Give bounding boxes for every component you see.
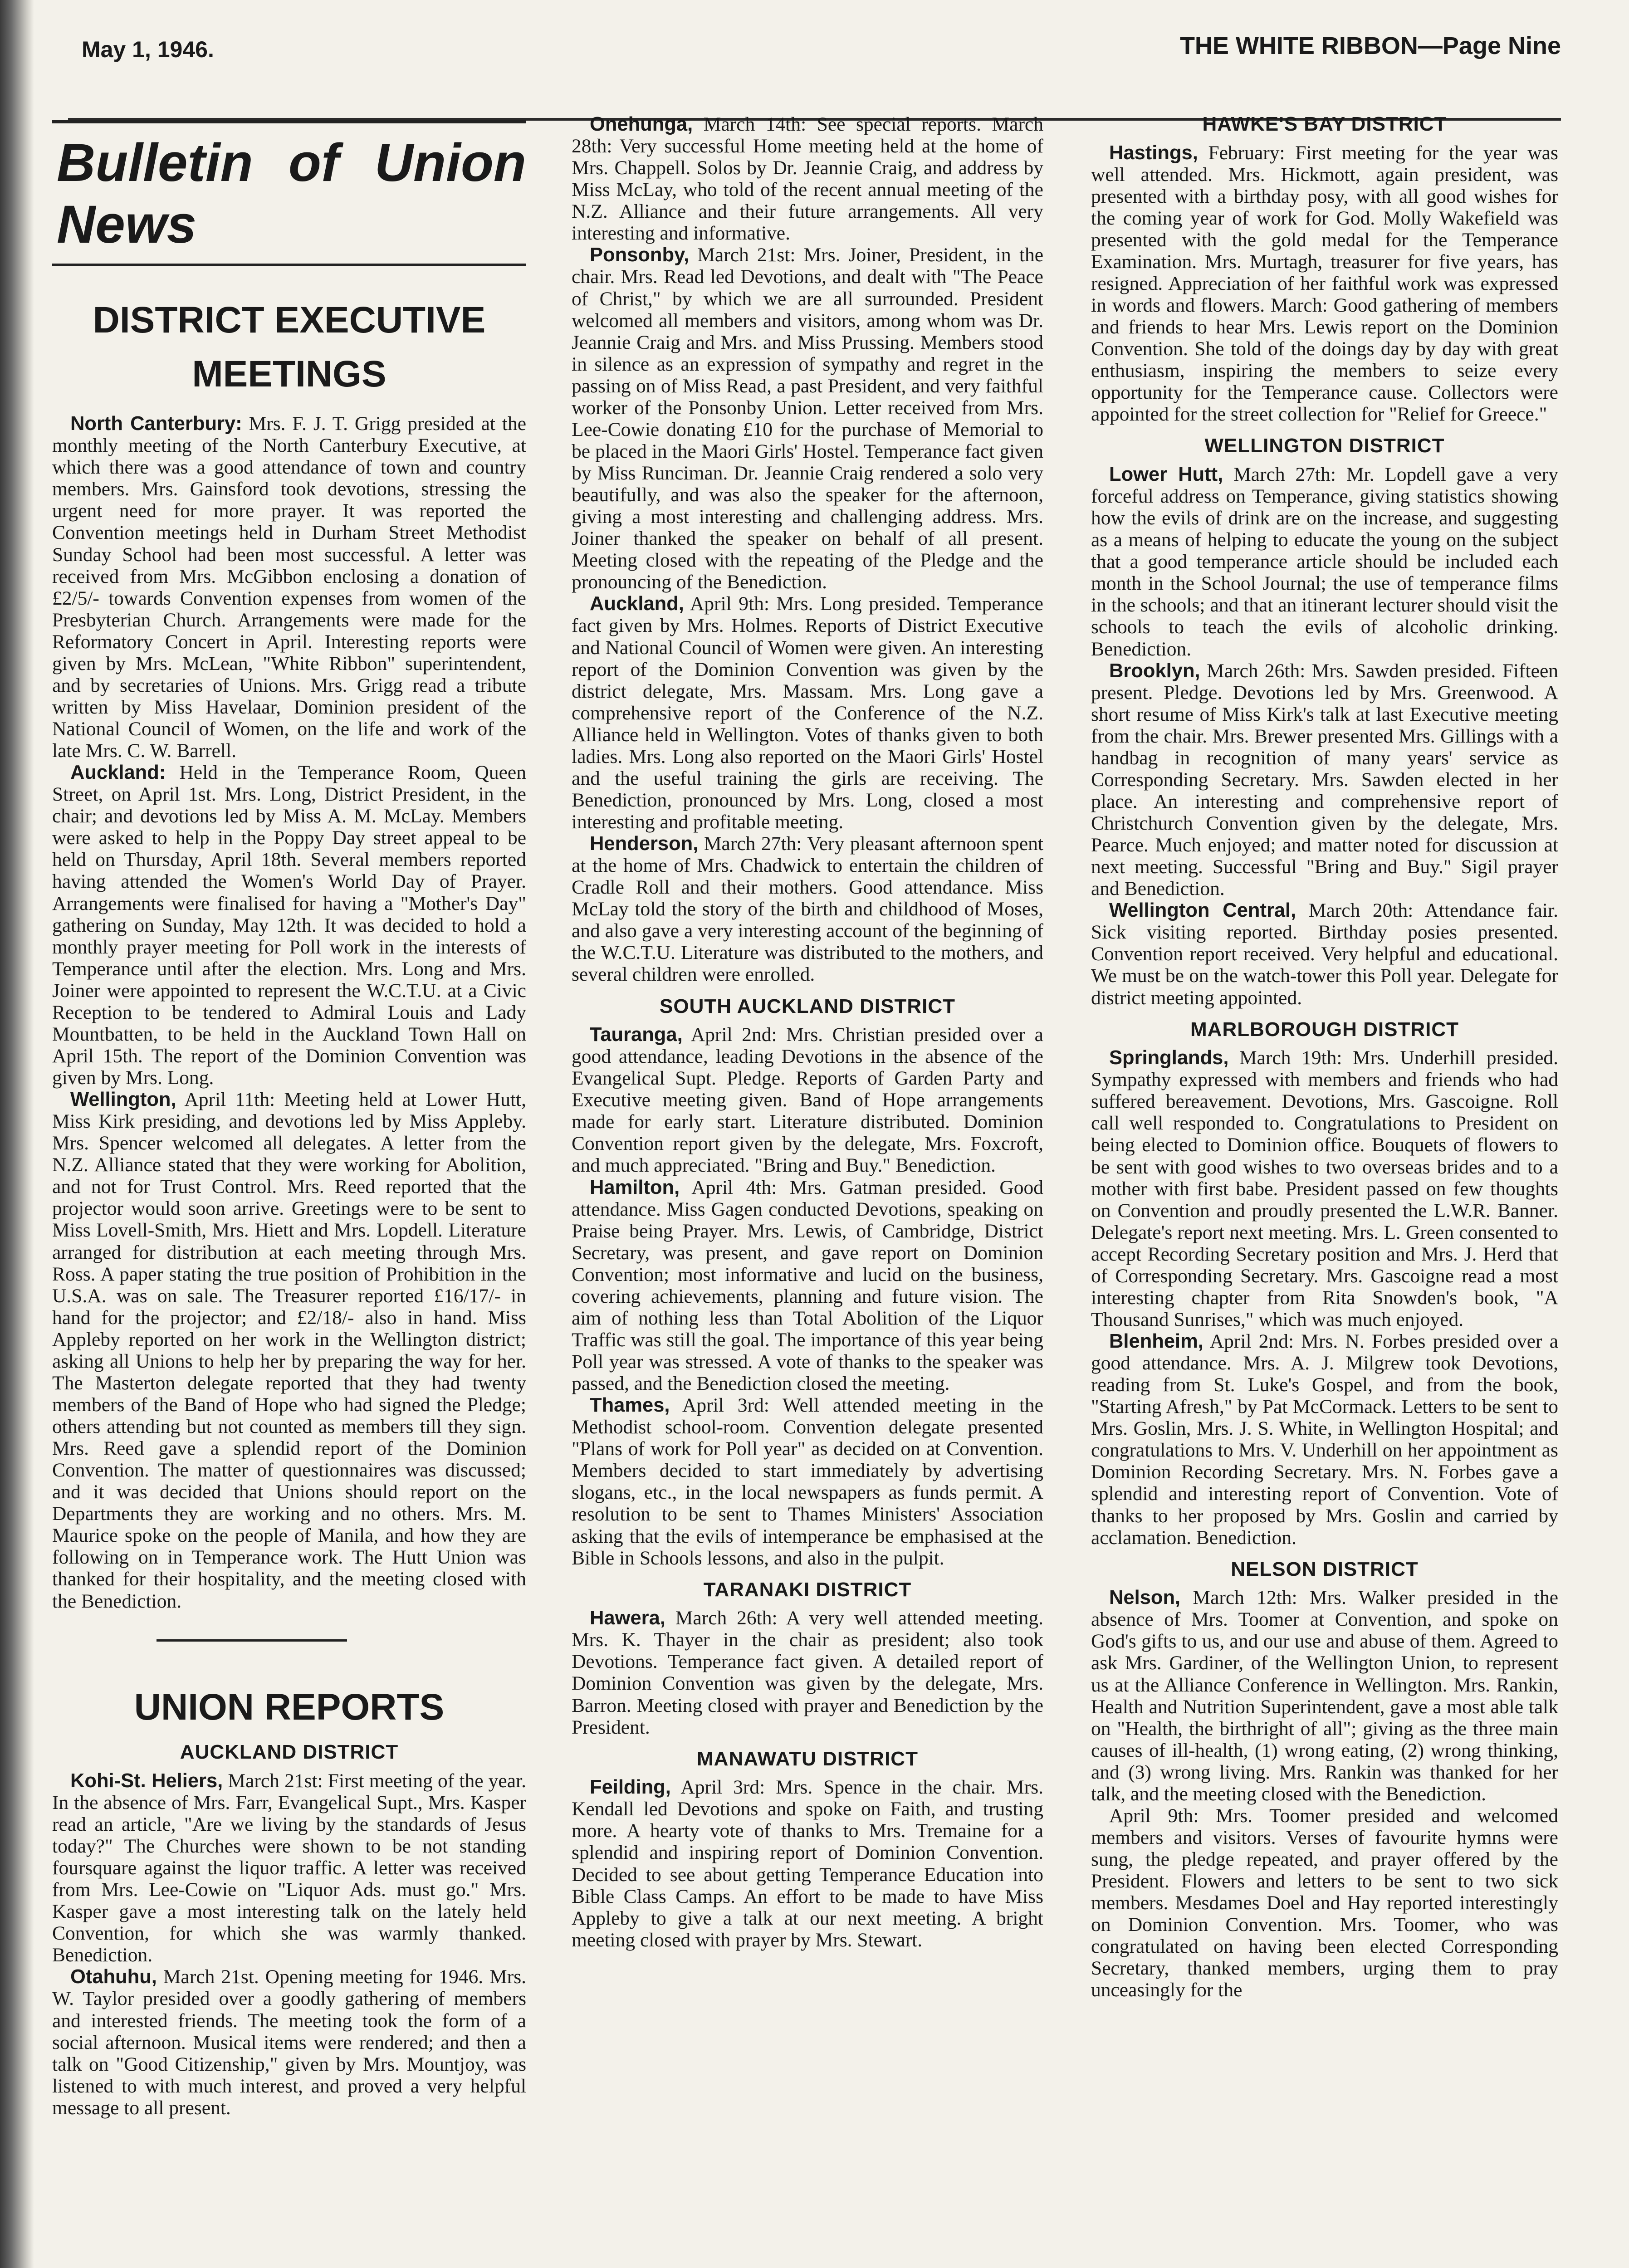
south-auckland-district-heading: SOUTH AUCKLAND DISTRICT <box>660 995 955 1017</box>
column-2 <box>572 113 1043 2268</box>
report-north-canterbury: North Canterbury: Mrs. F. J. T. Grigg presided at the monthly meeting of the North Canterbury Executive, at which there was a good attendance of town and country members. Mrs. Gainsford took devotions, stressing the urgent need for more prayer. It was reported the Convention meetings held in Durham Street Methodist Sunday School had been most successful. A letter was received from Mrs. McGibbon enclosing a donation of £2/5/- towards Convention expenses from women of the Presbyterian Church. Arrangements were made for the Reformatory Concert in April. Interesting reports were given by Mrs. McLean, "White Ribbon" superintendent, and by secretaries of Unions. Mrs. Grigg read a tribute written by Miss Havelaar, Dominion president of the National Council of Women, on the life and work of the late Mrs. C. W. Barrell. <box>52 413 526 762</box>
wellington-district-heading: WELLINGTON DISTRICT <box>1204 435 1445 457</box>
report-thames: Thames, April 3rd: Well attended meeting in the Methodist school-room. Convention delegate presented "Plans of work for Poll year" as decided on at Convention. Members decided to start immediately by advertising slogans, etc., in the local newspapers as funds permit. A resolution to be sent to Thames Ministers' Association asking that the evils of intemperance be emphasised at the Bible in Schools lessons, and also in the pulpit. <box>572 1394 1043 1569</box>
hawkes-bay-district-heading: HAWKE'S BAY DISTRICT <box>1202 113 1447 135</box>
district-executive-heading: DISTRICT EXECUTIVE MEETINGS <box>93 299 486 395</box>
taranaki-district-heading: TARANAKI DISTRICT <box>703 1578 912 1601</box>
report-henderson: Henderson, March 27th: Very pleasant afternoon spent at the home of Mrs. Chadwick to entertain the children of Cradle Roll and their mothers. Good attendance. Miss McLay told the story of the birth and childhood of Moses, and also gave a very interesting account of the beginning of the W.C.T.U. Literature was distributed to the mothers, and several children were enrolled. <box>572 833 1043 986</box>
report-springlands: Springlands, March 19th: Mrs. Underhill presided. Sympathy expressed with members and friends who had suffered bereavement. Devotions, Mrs. Gascoigne. Roll call well responded to. Congratulations to President on being elected to Dominion office. Bouquets of flowers to be sent with good wishes to two overseas brides and to a mother with first babe. President passed on few thoughts on Convention and proudly presented the L.W.R. Banner. Delegate's report next meeting. Mrs. L. Green consented to accept Recording Secretary position and Mrs. J. Herd that of Corresponding Secretary. Mrs. Gascoigne read a most interesting chapter from Rita Snowden's book, "A Thousand Sunrises," which was much enjoyed. <box>1091 1047 1558 1330</box>
report-auckland-union: Auckland, April 9th: Mrs. Long presided. Temperance fact given by Mrs. Holmes. Reports of District Executive and National Council of Women were given. An interesting report of the Dominion Convention was given by the district delegate, Mrs. Massam. Mrs. Long gave a comprehensive report of the Conference of the N.Z. Alliance held in Wellington. Votes of thanks given to both ladies. Mrs. Long also reported on the Maori Girls' Hostel and the useful training the girls are receiving. The Benediction, pronounced by Mrs. Long, closed a most interesting and profitable meeting. <box>572 593 1043 833</box>
auckland-district-heading: AUCKLAND DISTRICT <box>180 1741 399 1764</box>
issue-date: May 1, 1946. <box>82 37 214 62</box>
report-onehunga: Onehunga, March 14th: See special reports. March 28th: Very successful Home meeting held at the home of Mrs. Chappell. Solos by Dr. Jeannie Craig, and address by Miss McLay, who told of the recent annual meeting of the N.Z. Alliance and their future arrangements. All very interesting and informative. <box>572 113 1043 244</box>
page-header <box>68 18 1561 121</box>
manawatu-district-heading: MANAWATU DISTRICT <box>697 1747 918 1770</box>
bulletin-title: Bulletin of Union News <box>57 133 526 254</box>
column-3 <box>1091 113 1558 2268</box>
report-hastings: Hastings, February: First meeting for the year was well attended. Mrs. Hickmott, again president, was presented with a birthday posy, with all good wishes for the coming year of work for God. Molly Wakefield was presented with the gold medal for the Temperance Examination. Mrs. Murtagh, treasurer for five years, has resigned. Appreciation of her faithful work was expressed in words and flowers. March: Good gathering of members and friends to hear Mrs. Lewis report on the Dominion Convention. She told of the doings day by day with great enthusiasm, inspiring the members to seize every opportunity for the Temperance cause. Collectors were appointed for the street collection for "Relief for Greece." <box>1091 142 1558 425</box>
column-1 <box>52 113 526 2268</box>
union-reports-heading: UNION REPORTS <box>134 1686 445 1728</box>
report-blenheim: Blenheim, April 2nd: Mrs. N. Forbes presided over a good attendance. Mrs. A. J. Milgrew took Devotions, reading from St. Luke's Gospel, and from the book, "Starting Afresh," by Pat McCormack. Letters to be sent to Mrs. Goslin, Mrs. J. S. White, in Wellington Hospital; and congratulations to Mrs. V. Underhill on her appointment as Dominion Recording Secretary. Mrs. N. Forbes gave a splendid and interesting report of Convention. Vote of thanks to her proposed by Mrs. Goslin and carried by acclamation. Benediction. <box>1091 1330 1558 1549</box>
report-nelson: Nelson, March 12th: Mrs. Walker presided in the absence of Mrs. Toomer at Convention, and spoke on God's gifts to us, and our use and abuse of them. Agreed to ask Mrs. Gardiner, of the Wellington Union, to represent us at the Alliance Conference in Wellington. Mrs. Rankin, Health and Nutrition Superintendent, gave a most able talk on "Health, the birthright of all"; giving as the three main causes of ill-health, (1) wrong eating, (2) wrong thinking, and (3) wrong living. Mrs. Rankin was thanked for her talk, and the meeting closed with the Benediction. <box>1091 1587 1558 1805</box>
report-brooklyn: Brooklyn, March 26th: Mrs. Sawden presided. Fifteen present. Pledge. Devotions led by Mrs. Greenwood. A short resume of Miss Kirk's talk at last Executive meeting from the chair. Mrs. Brewer presented Mrs. Gillings with a handbag in recognition of many years' service as Corresponding Secretary. Mrs. Sawden elected in her place. An interesting and comprehensive report of Christchurch Convention given by the delegate, Mrs. Pearce. Much enjoyed; and matter noted for discussion at next meeting. Successful "Bring and Buy." Sigil prayer and Benediction. <box>1091 660 1558 900</box>
report-kohi-st-heliers: Kohi-St. Heliers, March 21st: First meeting of the year. In the absence of Mrs. Farr, Evangelical Supt., Mrs. Kasper read an article, "Are we living by the standards of Jesus today?" The Churches were shown to be not standing foursquare against the liquor traffic. A letter was received from Mrs. Lee-Cowie on "Liquor Ads. must go." Mrs. Kasper gave a most interesting talk on the lately held Convention, for which she was warmly thanked. Benediction. <box>52 1769 526 1966</box>
scan-edge-shadow <box>0 0 34 2268</box>
bulletin-bottom-rule <box>52 264 526 266</box>
report-lower-hutt: Lower Hutt, March 27th: Mr. Lopdell gave a very forceful address on Temperance, giving statistics showing how the evils of drink are on the increase, and suggesting as a means of helping to educate the young on the subject that a good temperance article should be included each month in the School Journal; the use of temperance films in the schools; and that an itinerant lecturer should visit the schools to teach the evils of alcoholic drinking. Benediction. <box>1091 464 1558 660</box>
section-divider <box>157 1639 347 1642</box>
report-feilding: Feilding, April 3rd: Mrs. Spence in the chair. Mrs. Kendall led Devotions and spoke on Faith, and trusting more. A hearty vote of thanks to Mrs. Tremaine for a splendid and inspiring report of Dominion Convention. Decided to see about getting Temperance Education into Bible Class Camps. An effort to be made to have Miss Appleby to give a talk at our next meeting. A bright meeting closed with prayer by Mrs. Stewart. <box>572 1776 1043 1951</box>
report-hawera: Hawera, March 26th: A very well attended meeting. Mrs. K. Thayer in the chair as president; also took Devotions. Temperance fact given. A detailed report of Dominion Convention was given by the delegate, Mrs. Barron. Meeting closed with prayer and Benediction by the President. <box>572 1607 1043 1738</box>
bulletin-top-rule <box>52 120 526 123</box>
report-hamilton: Hamilton, April 4th: Mrs. Gatman presided. Good attendance. Miss Gagen conducted Devotions, speaking on Praise being Prayer. Mrs. Lewis, of Cambridge, District Secretary, was present, and gave report on Dominion Convention; most informative and lucid on the business, covering achievements, planning and future vision. The aim of nothing less than Total Abolition of the Liquor Traffic was still the goal. The importance of this year being Poll year was stressed. A vote of thanks to the speaker was passed, and the Benediction closed the meeting. <box>572 1176 1043 1395</box>
report-nelson-april: April 9th: Mrs. Toomer presided and welcomed members and visitors. Verses of favourite hymns were sung, the pledge repeated, and prayer offered by the President. Flowers and letters to be sent to two sick members. Mesdames Doel and Hay reported interestingly on Dominion Convention. Mrs. Toomer, who was congratulated on having been elected Corresponding Secretary, thanked members, urging them to pray unceasingly for the <box>1091 1804 1558 2001</box>
report-wellington-executive: Wellington, April 11th: Meeting held at Lower Hutt, Miss Kirk presiding, and devotions led by Miss Appleby. Mrs. Spencer welcomed all delegates. A letter from the N.Z. Alliance stated that they were working for Abolition, and not for Trust Control. Mrs. Reed reported that the projector would soon arrive. Greetings were to be sent to Miss Lovell-Smith, Mrs. Hiett and Mrs. Lopdell. Literature arranged for distribution at each meeting through Mrs. Ross. A paper stating the true position of Prohibition in the U.S.A. was on sale. The Treasurer reported £16/17/- in hand for the projector; and £2/18/- also in hand. Miss Appleby reported on her work in the Wellington district; asking all Unions to help her by preparing the way for her. The Masterton delegate reported that they had twenty members of the Band of Hope who had signed the Pledge; others attending but not counted as members till they sign. Mrs. Reed gave a splendid report of the Dominion Convention. The matter of questionnaires was discussed; and it was decided that Unions should report on the Departments they are working and no others. Mrs. M. Maurice spoke on the people of Manila, and how they are following on in Temperance work. The Hutt Union was thanked for their hospitality, and the meeting closed with the Benediction. <box>52 1089 526 1612</box>
report-ponsonby: Ponsonby, March 21st: Mrs. Joiner, President, in the chair. Mrs. Read led Devotions, and dealt with "The Peace of Christ," by which we are all surrounded. President welcomed all members and visitors, among whom was Dr. Jeannie Craig and Mrs. and Miss Prussing. Members stood in silence as an expression of sympathy and regret in the passing on of Miss Read, a past President, and very faithful worker of the Ponsonby Union. Letter received from Mrs. Lee-Cowie donating £10 for the purchase of Memorial to be placed in the Maori Girls' Hostel. Temperance fact given by Miss Runciman. Dr. Jeannie Craig rendered a solo very beautifully, and was also the speaker for the afternoon, giving a most interesting and challenging address. Mrs. Joiner thanked the speaker on behalf of all present. Meeting closed with the repeating of the Pledge and the pronouncing of the Benediction. <box>572 244 1043 593</box>
nelson-district-heading: NELSON DISTRICT <box>1231 1558 1419 1580</box>
report-auckland-executive: Auckland: Held in the Temperance Room, Queen Street, on April 1st. Mrs. Long, District President, in the chair; and devotions led by Miss A. M. McLay. Members were asked to help in the Poppy Day street appeal to be held on Thursday, April 18th. Several members reported having attended the Women's World Day of Prayer. Arrangements were finalised for having a "Mother's Day" gathering on Sunday, May 12th. It was decided to hold a monthly prayer meeting for Poll work in the interests of Temperance until after the election. Mrs. Long and Mrs. Joiner were appointed to represent the W.C.T.U. at a Civic Reception to be tendered to Admiral Louis and Lady Mountbatten, to be held in the Auckland Town Hall on April 15th. The report of the Dominion Convention was given by Mrs. Long. <box>52 762 526 1089</box>
publication-page-title: THE WHITE RIBBON—Page Nine <box>1179 32 1561 59</box>
marlborough-district-heading: MARLBOROUGH DISTRICT <box>1190 1018 1459 1041</box>
report-otahuhu: Otahuhu, March 21st. Opening meeting for 1946. Mrs. W. Taylor presided over a goodly gathering of members and interested friends. The meeting took the form of a social afternoon. Musical items were rendered; and then a talk on "Good Citizenship," given by Mrs. Mountjoy, was listened to with much interest, and proved a very helpful message to all present. <box>52 1966 526 2119</box>
report-wellington-central: Wellington Central, March 20th: Attendance fair. Sick visiting reported. Birthday posies presented. Convention report received. Very helpful and educational. We must be on the watch-tower this Poll year. Delegate for district meeting appointed. <box>1091 899 1558 1009</box>
report-tauranga: Tauranga, April 2nd: Mrs. Christian presided over a good attendance, leading Devotions in the absence of the Evangelical Supt. Pledge. Reports of Garden Party and Executive meeting given. Band of Hope arrangements made for early start. Literature distributed. Dominion Convention report given by the delegate, Mrs. Foxcroft, and much appreciated. "Bring and Buy." Benediction. <box>572 1024 1043 1177</box>
